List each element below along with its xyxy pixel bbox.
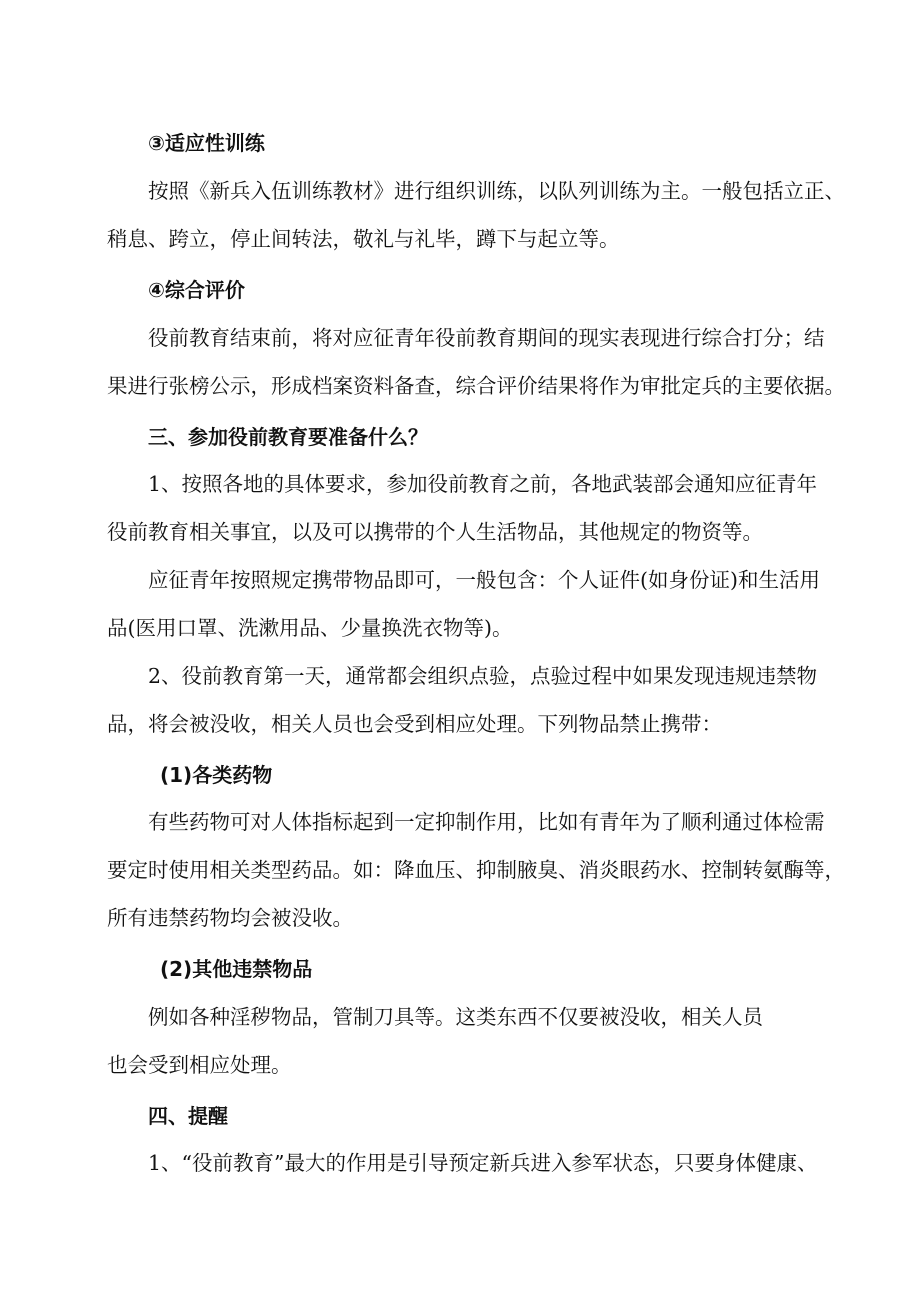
paragraph-line: 应征青年按照规定携带物品即可，一般包含：个人证件(如身份证)和生活用 xyxy=(148,568,820,592)
paragraph-line: 有些药物可对人体指标起到一定抑制作用，比如有青年为了顺利通过体检需 xyxy=(148,810,825,834)
section-heading-evaluation: ④综合评价 xyxy=(148,278,245,302)
paragraph-line: 稍息、跨立，停止间转法，敬礼与礼毕，蹲下与起立等。 xyxy=(107,227,620,251)
paragraph-line: 所有违禁药物均会被没收。 xyxy=(107,906,353,930)
paragraph-line: 品(医用口罩、洗漱用品、少量换洗衣物等)。 xyxy=(107,616,513,640)
paragraph-line: 品，将会被没收，相关人员也会受到相应处理。下列物品禁止携带： xyxy=(107,712,722,736)
subheading-medicines: (1)各类药物 xyxy=(160,763,273,787)
paragraph-line: 1、按照各地的具体要求，参加役前教育之前，各地武装部会通知应征青年 xyxy=(148,472,818,496)
paragraph-line: 果进行张榜公示，形成档案资料备查，综合评价结果将作为审批定兵的主要依据。 xyxy=(107,374,845,398)
paragraph-line: 例如各种淫秽物品，管制刀具等。这类东西不仅要被没收，相关人员 xyxy=(148,1005,763,1029)
paragraph-line: 也会受到相应处理。 xyxy=(107,1053,292,1077)
paragraph-line: 2、役前教育第一天，通常都会组织点验，点验过程中如果发现违规违禁物 xyxy=(148,664,818,688)
section-heading-adaptive-training: ③适应性训练 xyxy=(148,131,265,155)
paragraph-line: 按照《新兵入伍训练教材》进行组织训练，以队列训练为主。一般包括立正、 xyxy=(148,179,845,203)
section-heading-part3: 三、参加役前教育要准备什么？ xyxy=(148,425,428,449)
paragraph-line: 役前教育相关事宜，以及可以携带的个人生活物品，其他规定的物资等。 xyxy=(107,520,763,544)
subheading-other-prohibited: (2)其他违禁物品 xyxy=(160,957,313,981)
section-heading-part4: 四、提醒 xyxy=(148,1104,228,1128)
paragraph-line: 要定时使用相关类型药品。如：降血压、抑制腋臭、消炎眼药水、控制转氨酶等， xyxy=(107,858,845,882)
paragraph-line: 1、“役前教育”最大的作用是引导预定新兵进入参军状态，只要身体健康、 xyxy=(148,1151,818,1175)
paragraph-line: 役前教育结束前，将对应征青年役前教育期间的现实表现进行综合打分；结 xyxy=(148,326,825,350)
